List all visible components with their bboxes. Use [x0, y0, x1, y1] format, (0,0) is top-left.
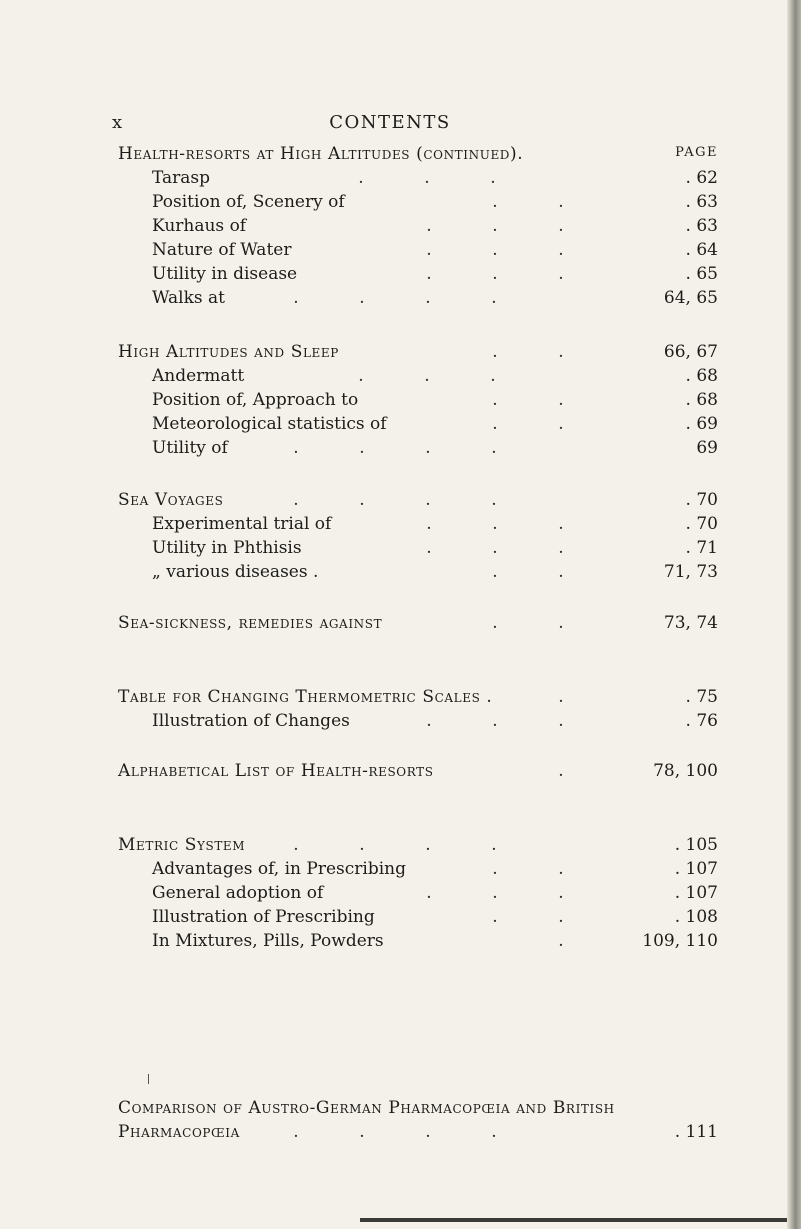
toc-entry-page: . 111 [674, 1122, 718, 1142]
toc-heading-page: . 70 [685, 490, 718, 510]
toc-section [118, 1096, 718, 1144]
leader-dots: . . [492, 414, 564, 434]
toc-section [118, 685, 718, 733]
toc-entry-text: In Mixtures, Pills, Powders [152, 931, 384, 951]
toc-heading [118, 685, 718, 709]
leader-dots: . . . [426, 883, 564, 903]
leader-dots: . . . . [293, 438, 497, 458]
toc-heading [118, 488, 718, 512]
toc-section [118, 488, 718, 584]
toc-entry [118, 166, 718, 190]
leader-dots: . . . [426, 240, 564, 260]
toc-entry [118, 536, 718, 560]
leader-dots: . . [492, 390, 564, 410]
toc-entry-page: . 68 [685, 366, 718, 386]
toc-entry [118, 929, 718, 953]
leader-dots: . . . . [293, 288, 497, 308]
toc-entry-text: General adoption of [152, 883, 324, 903]
toc-entry-page: . 76 [685, 711, 718, 731]
toc-entry-text: Meteorological statistics of [152, 414, 387, 434]
toc-entry [118, 709, 718, 733]
toc-entry-page: . 70 [685, 514, 718, 534]
toc-entry-text: Utility of [152, 438, 228, 458]
leader-dots: . [558, 931, 564, 951]
toc-entry [118, 286, 718, 310]
leader-dots: . . . [426, 264, 564, 284]
stray-mark [148, 1074, 149, 1084]
toc-heading-text: Comparison of Austro-German Pharmacopœia and British [118, 1098, 615, 1118]
toc-entry-page: . 63 [685, 192, 718, 212]
leader-dots: . . . [426, 514, 564, 534]
leader-dots: . . . [426, 711, 564, 731]
toc-heading [118, 340, 718, 364]
toc-entry [118, 364, 718, 388]
toc-entry-text: Kurhaus of [152, 216, 247, 236]
toc-entry [118, 412, 718, 436]
toc-entry-text: Tarasp [152, 168, 211, 188]
toc-entry [118, 512, 718, 536]
toc-section [118, 340, 718, 460]
toc-section [118, 833, 718, 953]
page-title: CONTENTS [329, 112, 451, 133]
leader-dots: . . [492, 192, 564, 212]
toc-heading-text: High Altitudes and Sleep [118, 342, 339, 362]
leader-dots: . . . . [293, 835, 497, 855]
toc-entry-text: Nature of Water [152, 240, 292, 260]
toc-entry-page: 71, 73 [663, 562, 718, 582]
leader-dots: . . . . [293, 1122, 497, 1142]
toc-entry-text: Advantages of, in Prescribing [152, 859, 406, 879]
toc-heading [118, 1096, 718, 1120]
toc-entry [118, 190, 718, 214]
toc-entry-text: Utility in disease [152, 264, 298, 284]
toc-entry-text: „ various diseases . [152, 562, 319, 582]
page-edge-shadow [787, 0, 801, 1229]
toc-entry [118, 881, 718, 905]
leader-dots: . [558, 761, 564, 781]
page-column-label: PAGE [675, 145, 718, 160]
toc-heading [118, 759, 718, 783]
toc-section [118, 611, 718, 635]
toc-entry-page: . 69 [685, 414, 718, 434]
toc-heading-text: Sea Voyages [118, 490, 224, 510]
bottom-rule [360, 1218, 787, 1222]
leader-dots: . . . . [293, 490, 497, 510]
toc-entry-text: Utility in Phthisis [152, 538, 302, 558]
leader-dots: . . . [358, 168, 496, 188]
leader-dots: . . [492, 562, 564, 582]
toc-entry-page: . 62 [685, 168, 718, 188]
leader-dots: . . . [426, 538, 564, 558]
leader-dots: . . [492, 907, 564, 927]
toc-heading [118, 611, 718, 635]
toc-entry-page: . 64 [685, 240, 718, 260]
toc-entry-page: . 71 [685, 538, 718, 558]
toc-entry [118, 560, 718, 584]
toc-heading-page: 78, 100 [653, 761, 718, 781]
toc-entry-page: . 108 [674, 907, 718, 927]
toc-entry-page: . 107 [674, 883, 718, 903]
toc-heading-text: Sea-sickness, remedies against [118, 613, 383, 633]
toc-entry-page: . 63 [685, 216, 718, 236]
toc-entry-page: 109, 110 [642, 931, 718, 951]
toc-entry [118, 436, 718, 460]
toc-entry [118, 388, 718, 412]
toc-entry-page: 69 [696, 438, 718, 458]
toc-entry-text: Position of, Approach to [152, 390, 359, 410]
toc-entry-page: . 65 [685, 264, 718, 284]
toc-heading-text: Alphabetical List of Health-resorts [118, 761, 434, 781]
leader-dots: . . [492, 342, 564, 362]
leader-dots: . [558, 687, 564, 707]
toc-heading-text: Health-resorts at High Altitudes (continued). [118, 144, 524, 164]
toc-entry-text: Walks at [152, 288, 225, 308]
toc-heading-text: Table for Changing Thermometric Scales . [118, 687, 493, 707]
toc-heading [118, 142, 718, 166]
toc-entry [118, 1120, 718, 1144]
toc-heading [118, 833, 718, 857]
toc-entry-text: Pharmacopœia [118, 1122, 240, 1142]
toc-entry [118, 262, 718, 286]
toc-entry-page: . 107 [674, 859, 718, 879]
toc-heading-page: . 75 [685, 687, 718, 707]
toc-entry-text: Experimental trial of [152, 514, 332, 534]
toc-entry-text: Illustration of Changes [152, 711, 350, 731]
leader-dots: . . . [426, 216, 564, 236]
toc-heading-page: . 105 [674, 835, 718, 855]
toc-entry [118, 238, 718, 262]
toc-heading-page: 73, 74 [663, 613, 718, 633]
toc-section [118, 759, 718, 783]
toc-entry-page: 64, 65 [663, 288, 718, 308]
running-header [0, 112, 787, 136]
toc-entry-page: . 68 [685, 390, 718, 410]
toc-entry [118, 214, 718, 238]
leader-dots: . . [492, 613, 564, 633]
toc-heading-text: Metric System [118, 835, 246, 855]
toc-entry-text: Position of, Scenery of [152, 192, 345, 212]
toc-entry [118, 857, 718, 881]
toc-entry [118, 905, 718, 929]
toc-section [118, 142, 718, 310]
page-number: x [112, 112, 123, 133]
toc-entry-text: Andermatt [152, 366, 245, 386]
toc-entry-text: Illustration of Prescribing [152, 907, 375, 927]
leader-dots: . . [492, 859, 564, 879]
toc-heading-page: 66, 67 [663, 342, 718, 362]
leader-dots: . . . [358, 366, 496, 386]
